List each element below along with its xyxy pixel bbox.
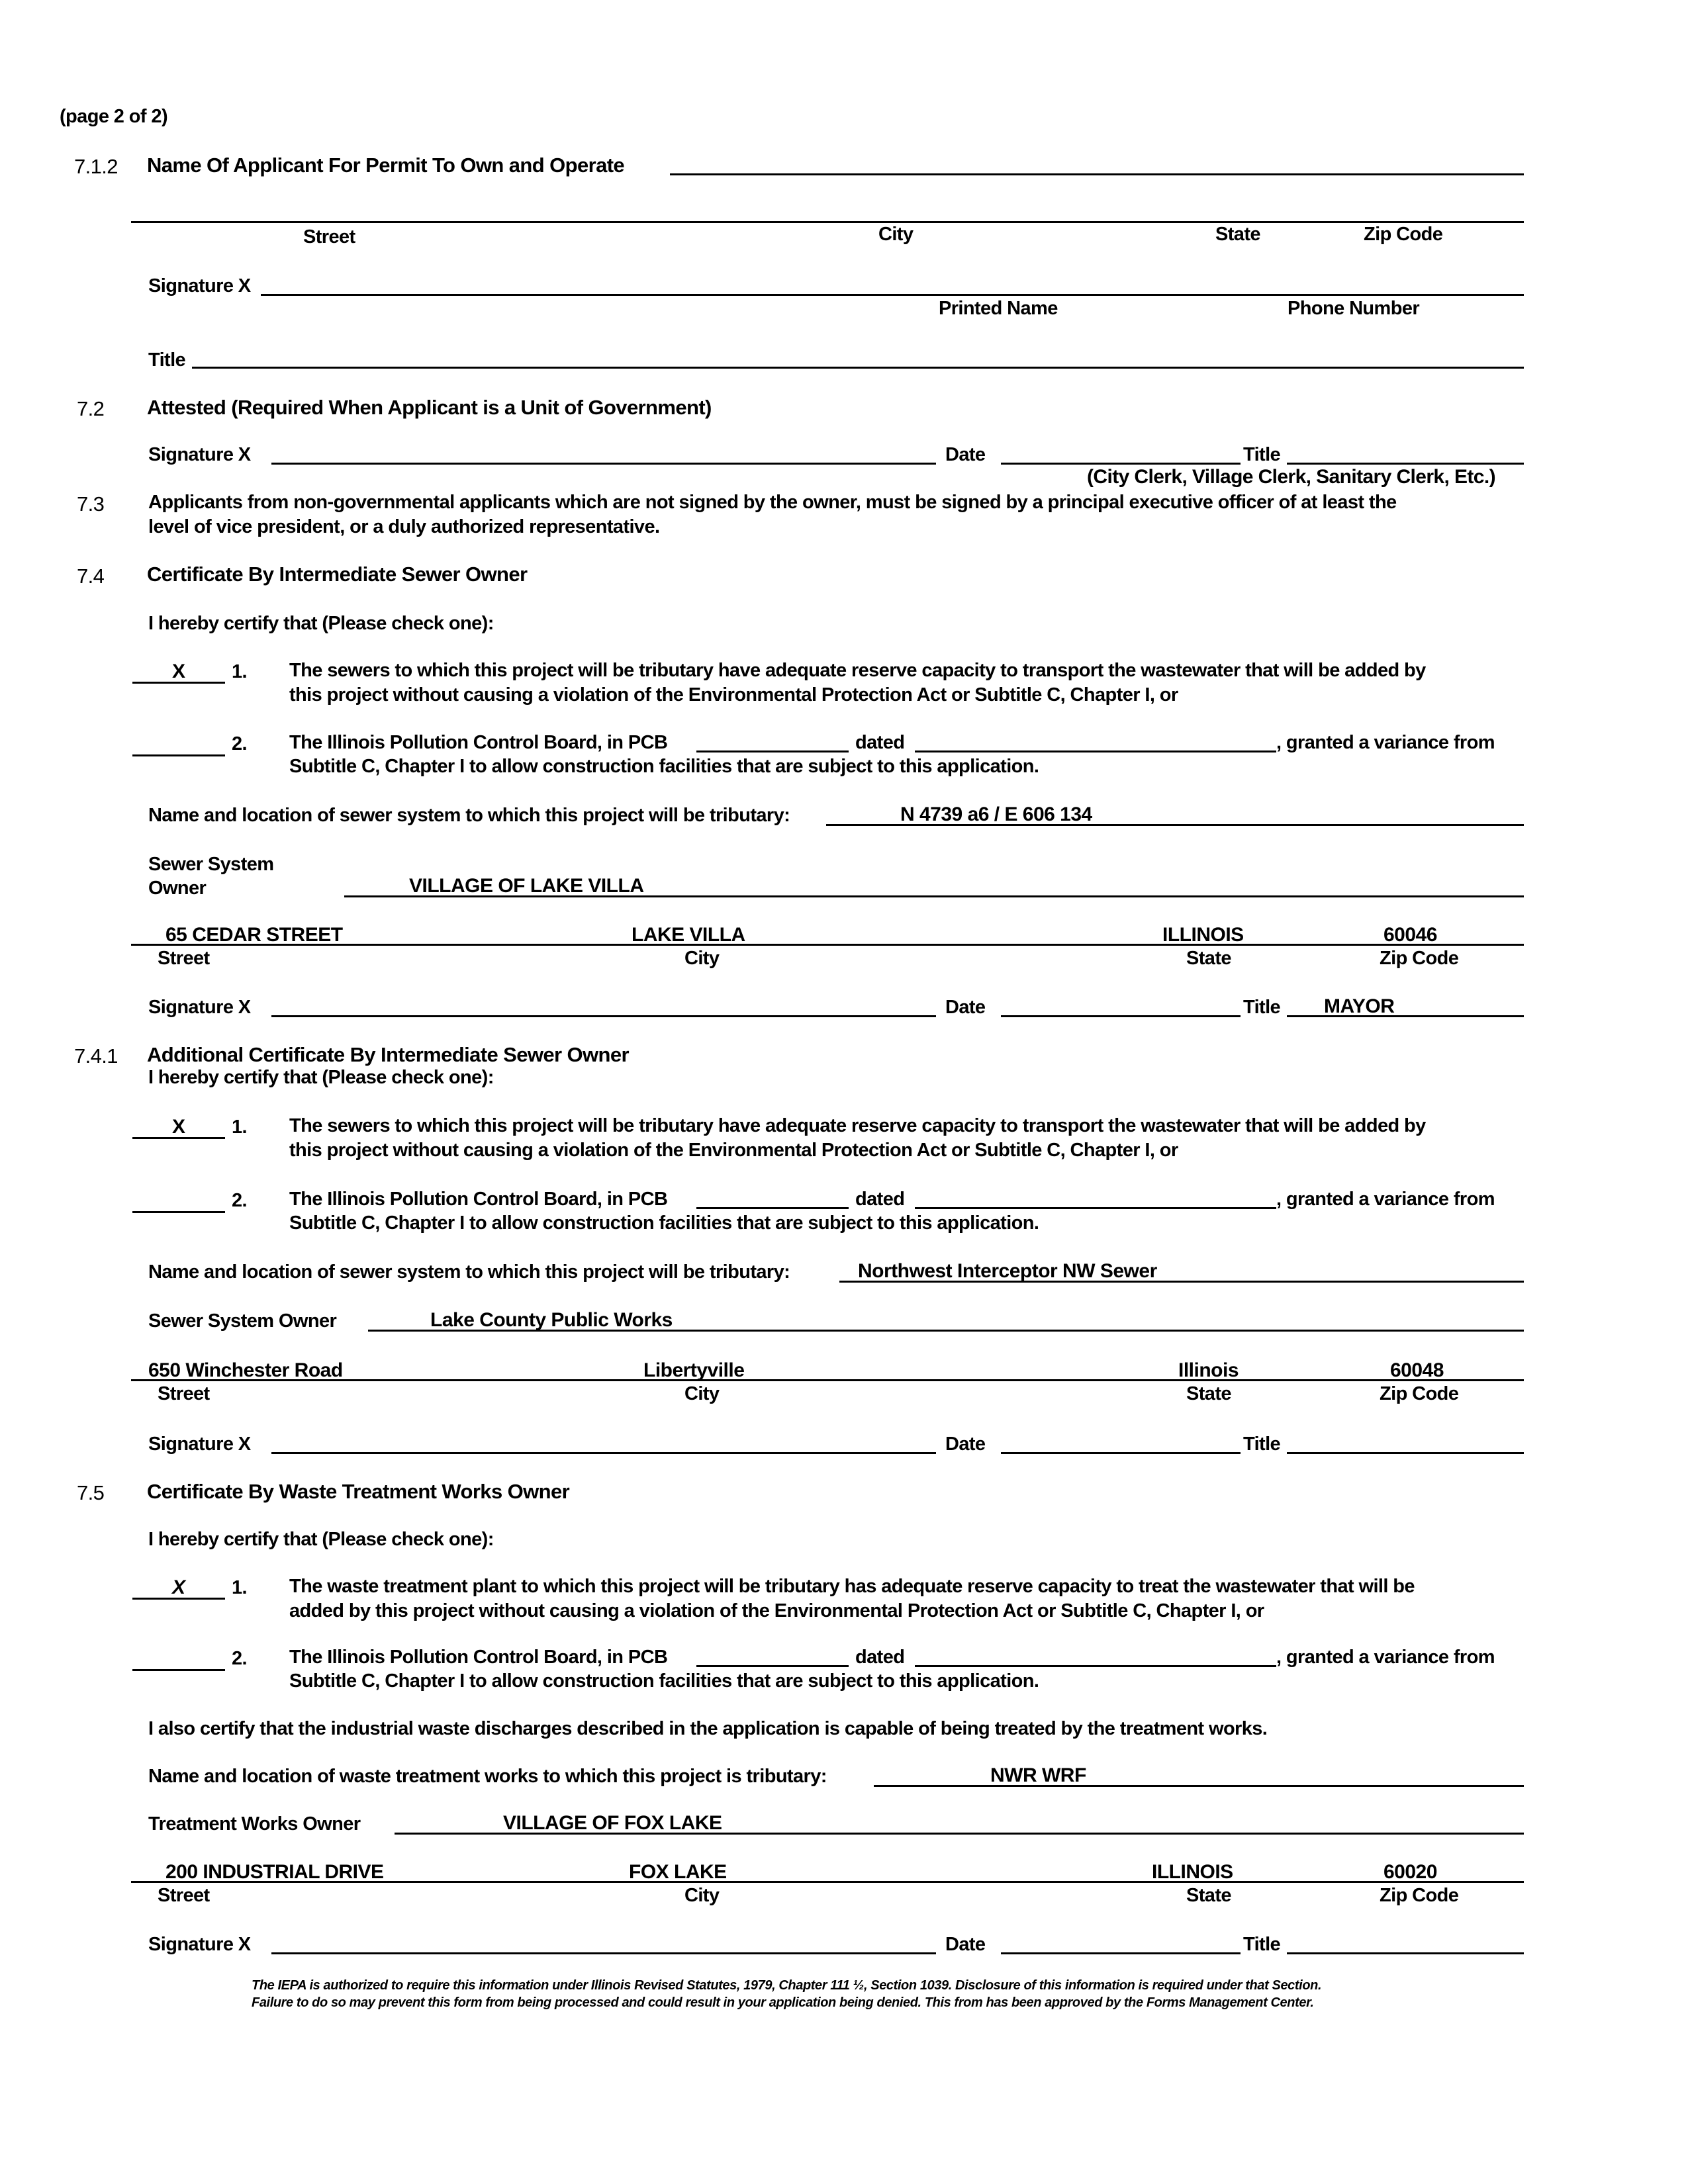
street-value: 200 INDUSTRIAL DRIVE [165, 1861, 384, 1883]
date-field[interactable] [1001, 1452, 1241, 1454]
option-2-text-c: , granted a variance from [1276, 1647, 1495, 1668]
city-label: City [684, 1885, 720, 1906]
option-2-text-b: dated [855, 732, 905, 753]
option-2-number: 2. [232, 733, 247, 754]
treatment-works-address-line[interactable] [131, 1881, 1524, 1883]
option-2-text-b: dated [855, 1189, 905, 1210]
sewer-owner-value: VILLAGE OF LAKE VILLA [409, 875, 644, 897]
section-number-7-5: 7.5 [77, 1481, 105, 1504]
zip-code-label: Zip Code [1364, 224, 1443, 245]
dated-field[interactable] [915, 1207, 1276, 1209]
dated-field[interactable] [915, 751, 1276, 752]
section-7-3-text-line2: level of vice president, or a duly authorized representative. [148, 516, 660, 537]
state-label: State [1186, 1885, 1231, 1906]
treatment-works-owner-label: Treatment Works Owner [148, 1813, 361, 1835]
section-number-7-3: 7.3 [77, 492, 105, 516]
option-1-number: 1. [232, 1116, 247, 1138]
checkbox-option-1-mark: X [172, 1576, 185, 1598]
applicant-name-field[interactable] [670, 173, 1524, 175]
date-field[interactable] [1001, 463, 1241, 465]
section-number-7-4-1: 7.4.1 [74, 1044, 118, 1068]
state-value: Illinois [1178, 1359, 1239, 1381]
section-number-7-1-2: 7.1.2 [74, 155, 118, 178]
checkbox-option-1[interactable] [132, 1598, 225, 1600]
sewer-name-location-label: Name and location of sewer system to which this project will be tributary: [148, 805, 790, 826]
option-2-text-a: The Illinois Pollution Control Board, in PCB [289, 732, 668, 753]
option-2-text-b: dated [855, 1647, 905, 1668]
treatment-works-owner-field[interactable] [395, 1833, 1524, 1835]
state-label: State [1186, 1383, 1231, 1404]
phone-number-label: Phone Number [1288, 298, 1420, 319]
signature-label: Signature X [148, 997, 251, 1018]
option-2-number: 2. [232, 1648, 247, 1669]
city-label: City [878, 224, 914, 245]
date-label: Date [945, 1433, 986, 1455]
street-value: 65 CEDAR STREET [165, 924, 343, 946]
street-label: Street [303, 226, 355, 248]
title-label: Title [1243, 1433, 1281, 1455]
title-value: MAYOR [1324, 995, 1395, 1017]
printed-name-label: Printed Name [939, 298, 1058, 319]
title-label: Title [1243, 444, 1281, 465]
sewer-owner-address-line[interactable] [131, 944, 1524, 946]
option-1-number: 1. [232, 661, 247, 682]
checkbox-option-1[interactable] [132, 682, 225, 684]
title-label: Title [1243, 1934, 1281, 1955]
certify-label: I hereby certify that (Please check one): [148, 613, 494, 634]
option-2-text-line2: Subtitle C, Chapter I to allow construction facilities that are subject to this application. [289, 1670, 1039, 1692]
also-certify-text: I also certify that the industrial waste discharges described in the application is capable of being treated by the treatment works. [148, 1718, 1268, 1739]
state-label: State [1186, 948, 1231, 969]
title-field[interactable] [1287, 463, 1524, 465]
option-1-text-line1: The waste treatment plant to which this project will be tributary has adequate reserve capacity to treat the wastewater that will be [289, 1576, 1415, 1597]
section-title-7-4-1: Additional Certificate By Intermediate Sewer Owner [147, 1043, 629, 1066]
zip-code-value: 60020 [1383, 1861, 1437, 1883]
checkbox-option-2[interactable] [132, 754, 225, 756]
section-title-7-4: Certificate By Intermediate Sewer Owner [147, 563, 528, 586]
sewer-owner-address-line[interactable] [131, 1379, 1524, 1381]
state-value: ILLINOIS [1162, 924, 1244, 946]
checkbox-option-1-mark: X [172, 1116, 185, 1138]
sewer-owner-value: Lake County Public Works [430, 1309, 673, 1331]
checkbox-option-2[interactable] [132, 1211, 225, 1213]
option-2-number: 2. [232, 1190, 247, 1211]
section-number-7-4: 7.4 [77, 565, 105, 588]
street-value: 650 Winchester Road [148, 1359, 343, 1381]
street-label: Street [158, 948, 210, 969]
date-label: Date [945, 1934, 986, 1955]
section-7-3-text-line1: Applicants from non-governmental applicants which are not signed by the owner, must be signed by a principal executive officer of at least the [148, 492, 1397, 513]
city-label: City [684, 1383, 720, 1404]
section-number-7-2: 7.2 [77, 397, 105, 420]
option-2-text-line2: Subtitle C, Chapter I to allow construction facilities that are subject to this application. [289, 1212, 1039, 1234]
signature-label: Signature X [148, 1934, 251, 1955]
city-value: Libertyville [643, 1359, 745, 1381]
city-value: FOX LAKE [629, 1861, 727, 1883]
sewer-name-location-field[interactable] [826, 824, 1524, 826]
title-field[interactable] [192, 367, 1524, 369]
treatment-works-name-location-value: NWR WRF [990, 1764, 1086, 1786]
option-2-text-a: The Illinois Pollution Control Board, in PCB [289, 1189, 668, 1210]
checkbox-option-2[interactable] [132, 1669, 225, 1671]
footer-notice-line1: The IEPA is authorized to require this information under Illinois Revised Statutes, 1979, Chapter 111 ½, Section 1039. Disclosure of this information is required under that Section. [252, 1978, 1322, 1993]
sewer-name-location-label: Name and location of sewer system to which this project will be tributary: [148, 1261, 790, 1283]
treatment-works-name-location-field[interactable] [874, 1785, 1524, 1787]
option-1-text-line1: The sewers to which this project will be tributary have adequate reserve capacity to transport the wastewater that will be added by [289, 1115, 1426, 1136]
city-value: LAKE VILLA [632, 924, 745, 946]
state-value: ILLINOIS [1152, 1861, 1233, 1883]
title-field[interactable] [1287, 1015, 1524, 1017]
date-label: Date [945, 444, 986, 465]
signature-field[interactable] [261, 294, 1524, 296]
option-2-text-line2: Subtitle C, Chapter I to allow construction facilities that are subject to this application. [289, 756, 1039, 777]
sewer-name-location-field[interactable] [839, 1281, 1524, 1283]
certify-label: I hereby certify that (Please check one): [148, 1067, 494, 1088]
sewer-owner-field[interactable] [368, 1330, 1524, 1332]
pcb-number-field[interactable] [696, 1207, 849, 1209]
title-label: Title [1243, 997, 1281, 1018]
page-label: (page 2 of 2) [60, 106, 167, 127]
certify-label: I hereby certify that (Please check one): [148, 1529, 494, 1550]
signature-field[interactable] [271, 1015, 936, 1017]
section-title-7-1-2: Name Of Applicant For Permit To Own and Operate [147, 154, 625, 177]
title-field[interactable] [1287, 1452, 1524, 1454]
pcb-number-field[interactable] [696, 751, 849, 752]
zip-code-label: Zip Code [1380, 1885, 1459, 1906]
sewer-name-location-value: Northwest Interceptor NW Sewer [858, 1260, 1157, 1282]
zip-code-value: 60048 [1390, 1359, 1444, 1381]
street-label: Street [158, 1885, 210, 1906]
signature-label: Signature X [148, 275, 251, 296]
date-field[interactable] [1001, 1952, 1241, 1954]
dated-field[interactable] [915, 1665, 1276, 1667]
section-title-7-2: Attested (Required When Applicant is a Unit of Government) [147, 396, 712, 419]
footer-notice-line2: Failure to do so may prevent this form from being processed and could result in your application being denied. This from has been approved by the Forms Management Center. [252, 1995, 1314, 2010]
option-1-number: 1. [232, 1577, 247, 1598]
sewer-owner-label-line2: Owner [148, 878, 207, 899]
option-1-text-line2: added by this project without causing a violation of the Environmental Protection Act or Subtitle C, Chapter I, or [289, 1600, 1264, 1621]
zip-code-value: 60046 [1383, 924, 1437, 946]
zip-code-label: Zip Code [1380, 948, 1459, 969]
section-title-7-5: Certificate By Waste Treatment Works Owner [147, 1480, 570, 1503]
treatment-works-name-location-label: Name and location of waste treatment works to which this project is tributary: [148, 1766, 827, 1787]
signature-label: Signature X [148, 444, 251, 465]
sewer-owner-label: Sewer System Owner [148, 1310, 337, 1332]
zip-code-label: Zip Code [1380, 1383, 1459, 1404]
date-label: Date [945, 997, 986, 1018]
option-1-text-line2: this project without causing a violation of the Environmental Protection Act or Subtitle C, Chapter I, or [289, 684, 1178, 705]
pcb-number-field[interactable] [696, 1665, 849, 1667]
date-field[interactable] [1001, 1015, 1241, 1017]
sewer-owner-field[interactable] [344, 895, 1524, 897]
signature-field[interactable] [271, 1952, 936, 1954]
title-field[interactable] [1287, 1952, 1524, 1954]
checkbox-option-1[interactable] [132, 1137, 225, 1139]
title-hint: (City Clerk, Village Clerk, Sanitary Clerk, Etc.) [1087, 466, 1495, 488]
city-label: City [684, 948, 720, 969]
signature-label: Signature X [148, 1433, 251, 1455]
checkbox-option-1-mark: X [172, 660, 185, 682]
sewer-name-location-value: N 4739 a6 / E 606 134 [900, 803, 1092, 825]
title-label: Title [148, 349, 186, 371]
state-label: State [1215, 224, 1260, 245]
option-1-text-line2: this project without causing a violation of the Environmental Protection Act or Subtitle C, Chapter I, or [289, 1140, 1178, 1161]
signature-field[interactable] [271, 1452, 936, 1454]
option-2-text-c: , granted a variance from [1276, 1189, 1495, 1210]
option-1-text-line1: The sewers to which this project will be tributary have adequate reserve capacity to transport the wastewater that will be added by [289, 660, 1426, 681]
sewer-owner-label-line1: Sewer System [148, 854, 274, 875]
street-label: Street [158, 1383, 210, 1404]
option-2-text-c: , granted a variance from [1276, 732, 1495, 753]
option-2-text-a: The Illinois Pollution Control Board, in PCB [289, 1647, 668, 1668]
applicant-address-line[interactable] [131, 221, 1524, 223]
signature-field[interactable] [271, 463, 936, 465]
treatment-works-owner-value: VILLAGE OF FOX LAKE [503, 1812, 722, 1834]
